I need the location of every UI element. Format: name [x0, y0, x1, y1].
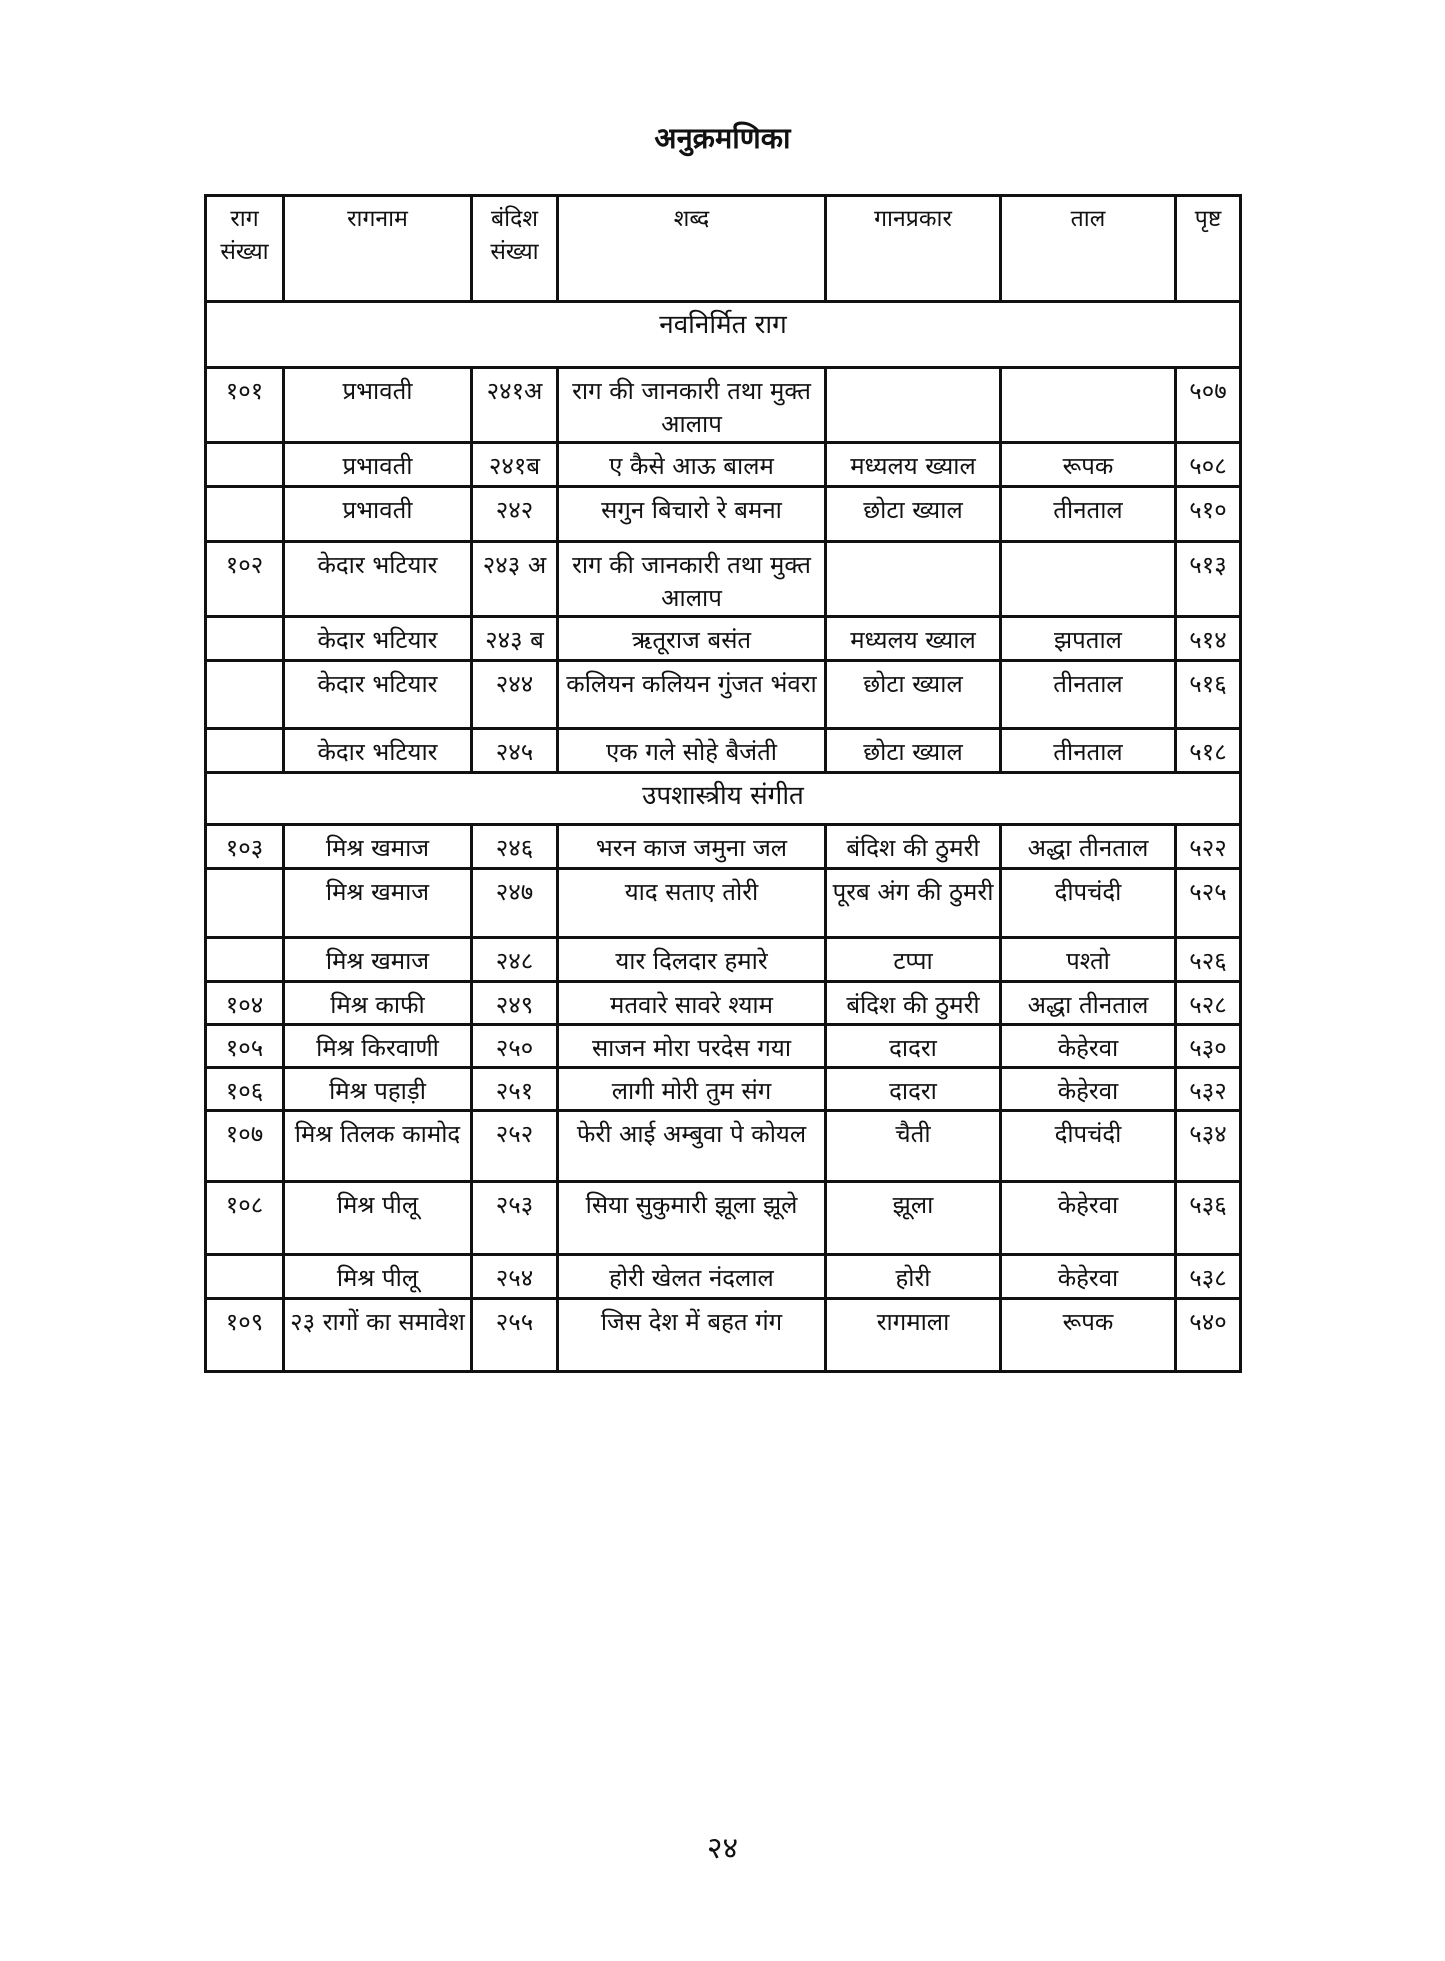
bandish-number-cell: २५५	[472, 1299, 558, 1372]
header-words: शब्द	[558, 196, 826, 302]
bandish-number-cell: २४२	[472, 487, 558, 542]
words-cell: ए कैसे आऊ बालम	[558, 443, 826, 487]
table-row	[206, 617, 1241, 661]
page-cell: ५३६	[1176, 1182, 1241, 1255]
index-table	[204, 194, 1242, 1373]
page-cell: ५३२	[1176, 1068, 1241, 1111]
raag-number-cell: १०२	[206, 542, 284, 617]
table-row	[206, 487, 1241, 542]
table-row	[206, 729, 1241, 773]
taal-cell	[1001, 542, 1176, 617]
header-bandish-number: बंदिश संख्या	[472, 196, 558, 302]
raag-number-cell	[206, 1255, 284, 1299]
table-row	[206, 1068, 1241, 1111]
raag-number-cell	[206, 869, 284, 938]
song-type-cell: दादरा	[826, 1068, 1001, 1111]
words-cell: फेरी आई अम्बुवा पे कोयल	[558, 1111, 826, 1182]
table-row	[206, 1299, 1241, 1372]
taal-cell: केहेरवा	[1001, 1025, 1176, 1068]
raag-name-cell: मिश्र पीलू	[284, 1255, 472, 1299]
words-cell: मतवारे सावरे श्याम	[558, 982, 826, 1025]
bandish-number-cell: २४९	[472, 982, 558, 1025]
page-cell: ५३०	[1176, 1025, 1241, 1068]
taal-cell: रूपक	[1001, 1299, 1176, 1372]
header-taal: ताल	[1001, 196, 1176, 302]
words-cell: राग की जानकारी तथा मुक्त आलाप	[558, 368, 826, 443]
table-row	[206, 661, 1241, 729]
section-row	[206, 302, 1241, 368]
taal-cell: केहेरवा	[1001, 1068, 1176, 1111]
page-cell: ५१६	[1176, 661, 1241, 729]
page-cell: ५१३	[1176, 542, 1241, 617]
table-row	[206, 542, 1241, 617]
raag-name-cell: केदार भटियार	[284, 542, 472, 617]
words-cell: होरी खेलत नंदलाल	[558, 1255, 826, 1299]
page-number: २४	[706, 1831, 739, 1866]
words-cell: यार दिलदार हमारे	[558, 938, 826, 982]
song-type-cell	[826, 542, 1001, 617]
raag-number-cell: १०९	[206, 1299, 284, 1372]
taal-cell: दीपचंदी	[1001, 1111, 1176, 1182]
words-cell: एक गले सोहे बैजंती	[558, 729, 826, 773]
raag-name-cell: प्रभावती	[284, 368, 472, 443]
table-row	[206, 443, 1241, 487]
section-row	[206, 773, 1241, 825]
raag-name-cell: २३ रागों का समावेश	[284, 1299, 472, 1372]
bandish-number-cell: २४६	[472, 825, 558, 869]
header-row	[206, 196, 1241, 302]
raag-number-cell: १०६	[206, 1068, 284, 1111]
taal-cell: अद्धा तीनताल	[1001, 982, 1176, 1025]
taal-cell: पश्तो	[1001, 938, 1176, 982]
song-type-cell: दादरा	[826, 1025, 1001, 1068]
words-cell: याद सताए तोरी	[558, 869, 826, 938]
song-type-cell: झूला	[826, 1182, 1001, 1255]
raag-name-cell: प्रभावती	[284, 487, 472, 542]
taal-cell: तीनताल	[1001, 661, 1176, 729]
bandish-number-cell: २५४	[472, 1255, 558, 1299]
raag-name-cell: मिश्र पीलू	[284, 1182, 472, 1255]
bandish-number-cell: २४१ब	[472, 443, 558, 487]
bandish-number-cell: २५०	[472, 1025, 558, 1068]
raag-number-cell: १०४	[206, 982, 284, 1025]
taal-cell	[1001, 368, 1176, 443]
page-cell: ५०७	[1176, 368, 1241, 443]
section-heading: उपशास्त्रीय संगीत	[206, 773, 1241, 825]
raag-name-cell: मिश्र खमाज	[284, 869, 472, 938]
raag-number-cell	[206, 617, 284, 661]
song-type-cell: पूरब अंग की ठुमरी	[826, 869, 1001, 938]
table-row	[206, 825, 1241, 869]
header-raag-number: राग संख्या	[206, 196, 284, 302]
raag-name-cell: मिश्र पहाड़ी	[284, 1068, 472, 1111]
raag-number-cell	[206, 729, 284, 773]
raag-number-cell	[206, 487, 284, 542]
bandish-number-cell: २४४	[472, 661, 558, 729]
song-type-cell: छोटा ख्याल	[826, 487, 1001, 542]
words-cell: सगुन बिचारो रे बमना	[558, 487, 826, 542]
words-cell: सिया सुकुमारी झूला झूले	[558, 1182, 826, 1255]
raag-number-cell	[206, 661, 284, 729]
bandish-number-cell: २४१अ	[472, 368, 558, 443]
header-raag-name: रागनाम	[284, 196, 472, 302]
table-row	[206, 982, 1241, 1025]
page-cell: ५२५	[1176, 869, 1241, 938]
raag-name-cell: केदार भटियार	[284, 661, 472, 729]
song-type-cell: छोटा ख्याल	[826, 661, 1001, 729]
page-cell: ५१८	[1176, 729, 1241, 773]
raag-number-cell	[206, 443, 284, 487]
words-cell: जिस देश में बहत गंग	[558, 1299, 826, 1372]
page-cell: ५४०	[1176, 1299, 1241, 1372]
words-cell: साजन मोरा परदेस गया	[558, 1025, 826, 1068]
song-type-cell: चैती	[826, 1111, 1001, 1182]
page-cell: ५०८	[1176, 443, 1241, 487]
taal-cell: रूपक	[1001, 443, 1176, 487]
page-cell: ५१४	[1176, 617, 1241, 661]
taal-cell: तीनताल	[1001, 487, 1176, 542]
page-cell: ५२२	[1176, 825, 1241, 869]
song-type-cell: मध्यलय ख्याल	[826, 617, 1001, 661]
bandish-number-cell: २५२	[472, 1111, 558, 1182]
table-row	[206, 368, 1241, 443]
page-title: अनुक्रमणिका	[654, 121, 791, 155]
table-row	[206, 869, 1241, 938]
words-cell: भरन काज जमुना जल	[558, 825, 826, 869]
raag-name-cell: मिश्र किरवाणी	[284, 1025, 472, 1068]
table-row	[206, 1255, 1241, 1299]
raag-number-cell: १०३	[206, 825, 284, 869]
table-row	[206, 1111, 1241, 1182]
bandish-number-cell: २५१	[472, 1068, 558, 1111]
taal-cell: झपताल	[1001, 617, 1176, 661]
raag-name-cell: केदार भटियार	[284, 729, 472, 773]
raag-number-cell: १०१	[206, 368, 284, 443]
song-type-cell: बंदिश की ठुमरी	[826, 825, 1001, 869]
bandish-number-cell: २४७	[472, 869, 558, 938]
taal-cell: अद्धा तीनताल	[1001, 825, 1176, 869]
words-cell: कलियन कलियन गुंजत भंवरा	[558, 661, 826, 729]
raag-number-cell	[206, 938, 284, 982]
bandish-number-cell: २४३ ब	[472, 617, 558, 661]
taal-cell: केहेरवा	[1001, 1255, 1176, 1299]
table-row	[206, 1182, 1241, 1255]
words-cell: लागी मोरी तुम संग	[558, 1068, 826, 1111]
raag-name-cell: मिश्र खमाज	[284, 825, 472, 869]
table-row	[206, 938, 1241, 982]
header-page: पृष्ट	[1176, 196, 1241, 302]
words-cell: राग की जानकारी तथा मुक्त आलाप	[558, 542, 826, 617]
page-cell: ५२८	[1176, 982, 1241, 1025]
raag-name-cell: प्रभावती	[284, 443, 472, 487]
page-cell: ५३४	[1176, 1111, 1241, 1182]
table-row	[206, 1025, 1241, 1068]
page-cell: ५३८	[1176, 1255, 1241, 1299]
song-type-cell: होरी	[826, 1255, 1001, 1299]
raag-number-cell: १०५	[206, 1025, 284, 1068]
raag-number-cell: १०७	[206, 1111, 284, 1182]
bandish-number-cell: २४५	[472, 729, 558, 773]
raag-name-cell: मिश्र खमाज	[284, 938, 472, 982]
taal-cell: तीनताल	[1001, 729, 1176, 773]
bandish-number-cell: २४३ अ	[472, 542, 558, 617]
bandish-number-cell: २४८	[472, 938, 558, 982]
song-type-cell: रागमाला	[826, 1299, 1001, 1372]
song-type-cell: टप्पा	[826, 938, 1001, 982]
song-type-cell	[826, 368, 1001, 443]
section-heading: नवनिर्मित राग	[206, 302, 1241, 368]
page-cell: ५२६	[1176, 938, 1241, 982]
header-song-type: गानप्रकार	[826, 196, 1001, 302]
taal-cell: दीपचंदी	[1001, 869, 1176, 938]
raag-number-cell: १०८	[206, 1182, 284, 1255]
raag-name-cell: केदार भटियार	[284, 617, 472, 661]
bandish-number-cell: २५३	[472, 1182, 558, 1255]
raag-name-cell: मिश्र तिलक कामोद	[284, 1111, 472, 1182]
song-type-cell: छोटा ख्याल	[826, 729, 1001, 773]
page-cell: ५१०	[1176, 487, 1241, 542]
song-type-cell: मध्यलय ख्याल	[826, 443, 1001, 487]
words-cell: ऋतूराज बसंत	[558, 617, 826, 661]
raag-name-cell: मिश्र काफी	[284, 982, 472, 1025]
taal-cell: केहेरवा	[1001, 1182, 1176, 1255]
song-type-cell: बंदिश की ठुमरी	[826, 982, 1001, 1025]
